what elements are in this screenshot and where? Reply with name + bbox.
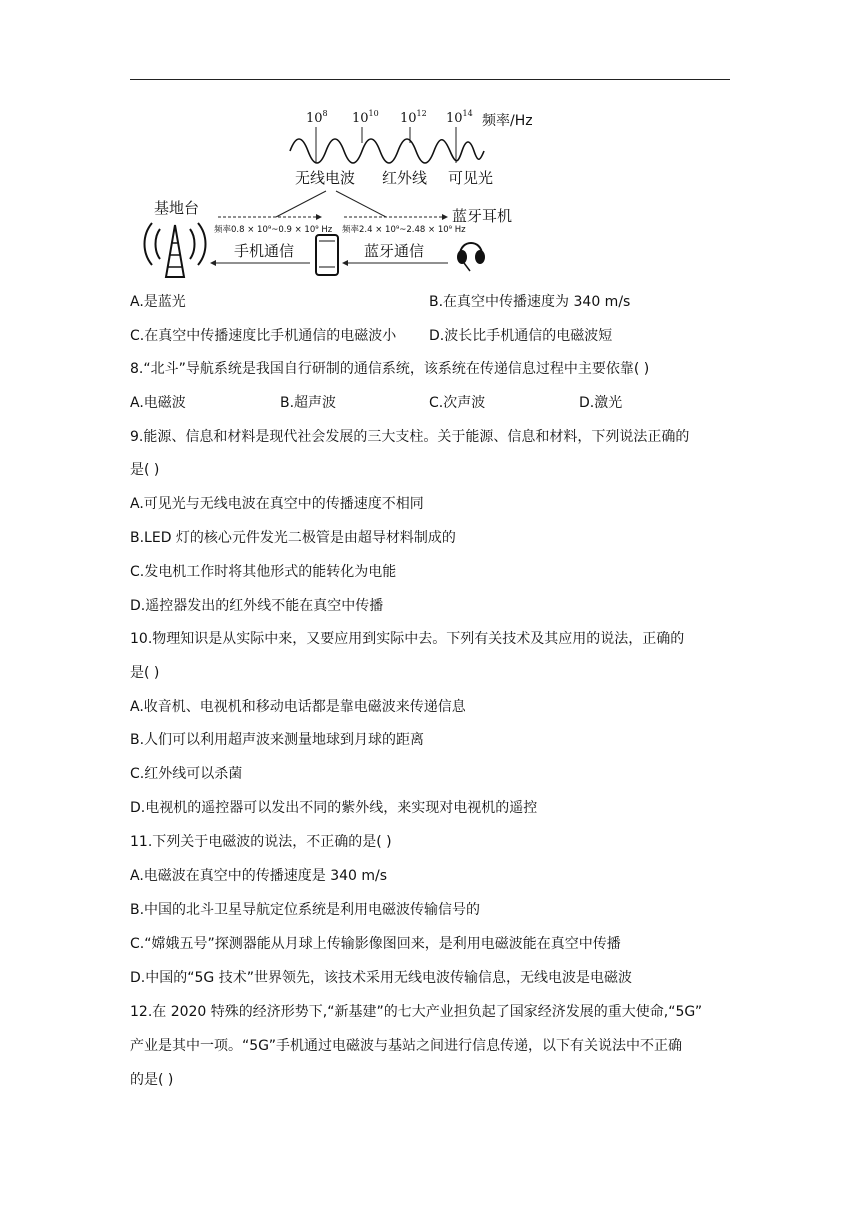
freq-unit: 频率/Hz [482, 113, 533, 129]
q9-option-c: C.发电机工作时将其他形式的能转化为电能 [130, 564, 397, 580]
band-visible-label: 可见光 [448, 169, 494, 187]
q9-option-a: A.可见光与无线电波在真空中的传播速度不相同 [130, 496, 424, 512]
q11-option-c: C.“嫦娥五号”探测器能从月球上传输影像图回来，是利用电磁波能在真空中传播 [130, 936, 621, 952]
base-station-icon [145, 223, 206, 277]
freq-tick-12: $10^{12}$ [400, 109, 427, 126]
em-spectrum-figure [130, 105, 550, 285]
q12-stem-line3: 的是( ) [130, 1072, 174, 1088]
q11-stem: 11.下列关于电磁波的说法，不正确的是( ) [130, 834, 392, 850]
q8-option-a: A.电磁波 [130, 395, 186, 411]
q8-option-d: D.激光 [579, 395, 623, 411]
bt-freq-label: 频率2.4 × 10⁹~2.48 × 10⁹ Hz [342, 225, 466, 235]
band-infrared-label: 红外线 [382, 169, 428, 187]
phone-freq-label: 频率0.8 × 10⁹~0.9 × 10⁹ Hz [214, 225, 333, 235]
q10-option-c: C.红外线可以杀菌 [130, 766, 243, 782]
q10-option-a: A.收音机、电视机和移动电话都是靠电磁波来传递信息 [130, 699, 466, 715]
q12-stem-line1: 12.在 2020 特殊的经济形势下,“新基建”的七大产业担负起了国家经济发展的重大使命,“5G” [130, 1004, 703, 1020]
q9-stem-line1: 9.能源、信息和材料是现代社会发展的三大支柱。关于能源、信息和材料，下列说法正确的 [130, 429, 690, 445]
q12-stem-line2: 产业是其中一项。“5G”手机通过电磁波与基站之间进行信息传递，以下有关说法中不正确 [130, 1038, 682, 1054]
q9-stem-line2: 是( ) [130, 462, 160, 478]
q10-option-b: B.人们可以利用超声波来测量地球到月球的距离 [130, 732, 425, 748]
q11-option-d: D.中国的“5G 技术”世界领先，该技术采用无线电波传输信息，无线电波是电磁波 [130, 970, 632, 986]
freq-tick-8: $10^8$ [306, 109, 328, 126]
q7-option-a: A.是蓝光 [130, 294, 186, 310]
headset-icon [457, 243, 485, 271]
header-rule [130, 79, 730, 80]
wave-curve [290, 139, 484, 163]
q10-option-d: D.电视机的遥控器可以发出不同的紫外线，来实现对电视机的遥控 [130, 800, 538, 816]
phone-comm-label: 手机通信 [234, 242, 295, 260]
phone-icon [316, 235, 338, 275]
bt-comm-label: 蓝牙通信 [364, 242, 425, 260]
q7-option-c: C.在真空中传播速度比手机通信的电磁波小 [130, 328, 397, 344]
q9-option-d: D.遥控器发出的红外线不能在真空中传播 [130, 598, 384, 614]
q8-option-b: B.超声波 [280, 395, 337, 411]
band-radio-label: 无线电波 [295, 169, 356, 187]
q8-option-c: C.次声波 [429, 395, 486, 411]
q8-stem: 8.“北斗”导航系统是我国自行研制的通信系统，该系统在传递信息过程中主要依靠( ) [130, 361, 650, 377]
q10-stem-line2: 是( ) [130, 665, 160, 681]
q10-stem-line1: 10.物理知识是从实际中来，又要应用到实际中去。下列有关技术及其应用的说法，正确的 [130, 631, 685, 647]
q11-option-a: A.电磁波在真空中的传播速度是 340 m/s [130, 868, 388, 884]
q11-option-b: B.中国的北斗卫星导航定位系统是利用电磁波传输信号的 [130, 902, 481, 918]
freq-tick-10: $10^{10}$ [352, 109, 379, 126]
freq-tick-14: $10^{14}$ [446, 109, 473, 126]
bt-headset-label: 蓝牙耳机 [452, 207, 513, 225]
q7-option-b: B.在真空中传播速度为 340 m/s [429, 294, 631, 310]
base-station-label: 基地台 [154, 199, 200, 217]
q9-option-b: B.LED 灯的核心元件发光二极管是由超导材料制成的 [130, 530, 456, 546]
q7-option-d: D.波长比手机通信的电磁波短 [429, 328, 613, 344]
